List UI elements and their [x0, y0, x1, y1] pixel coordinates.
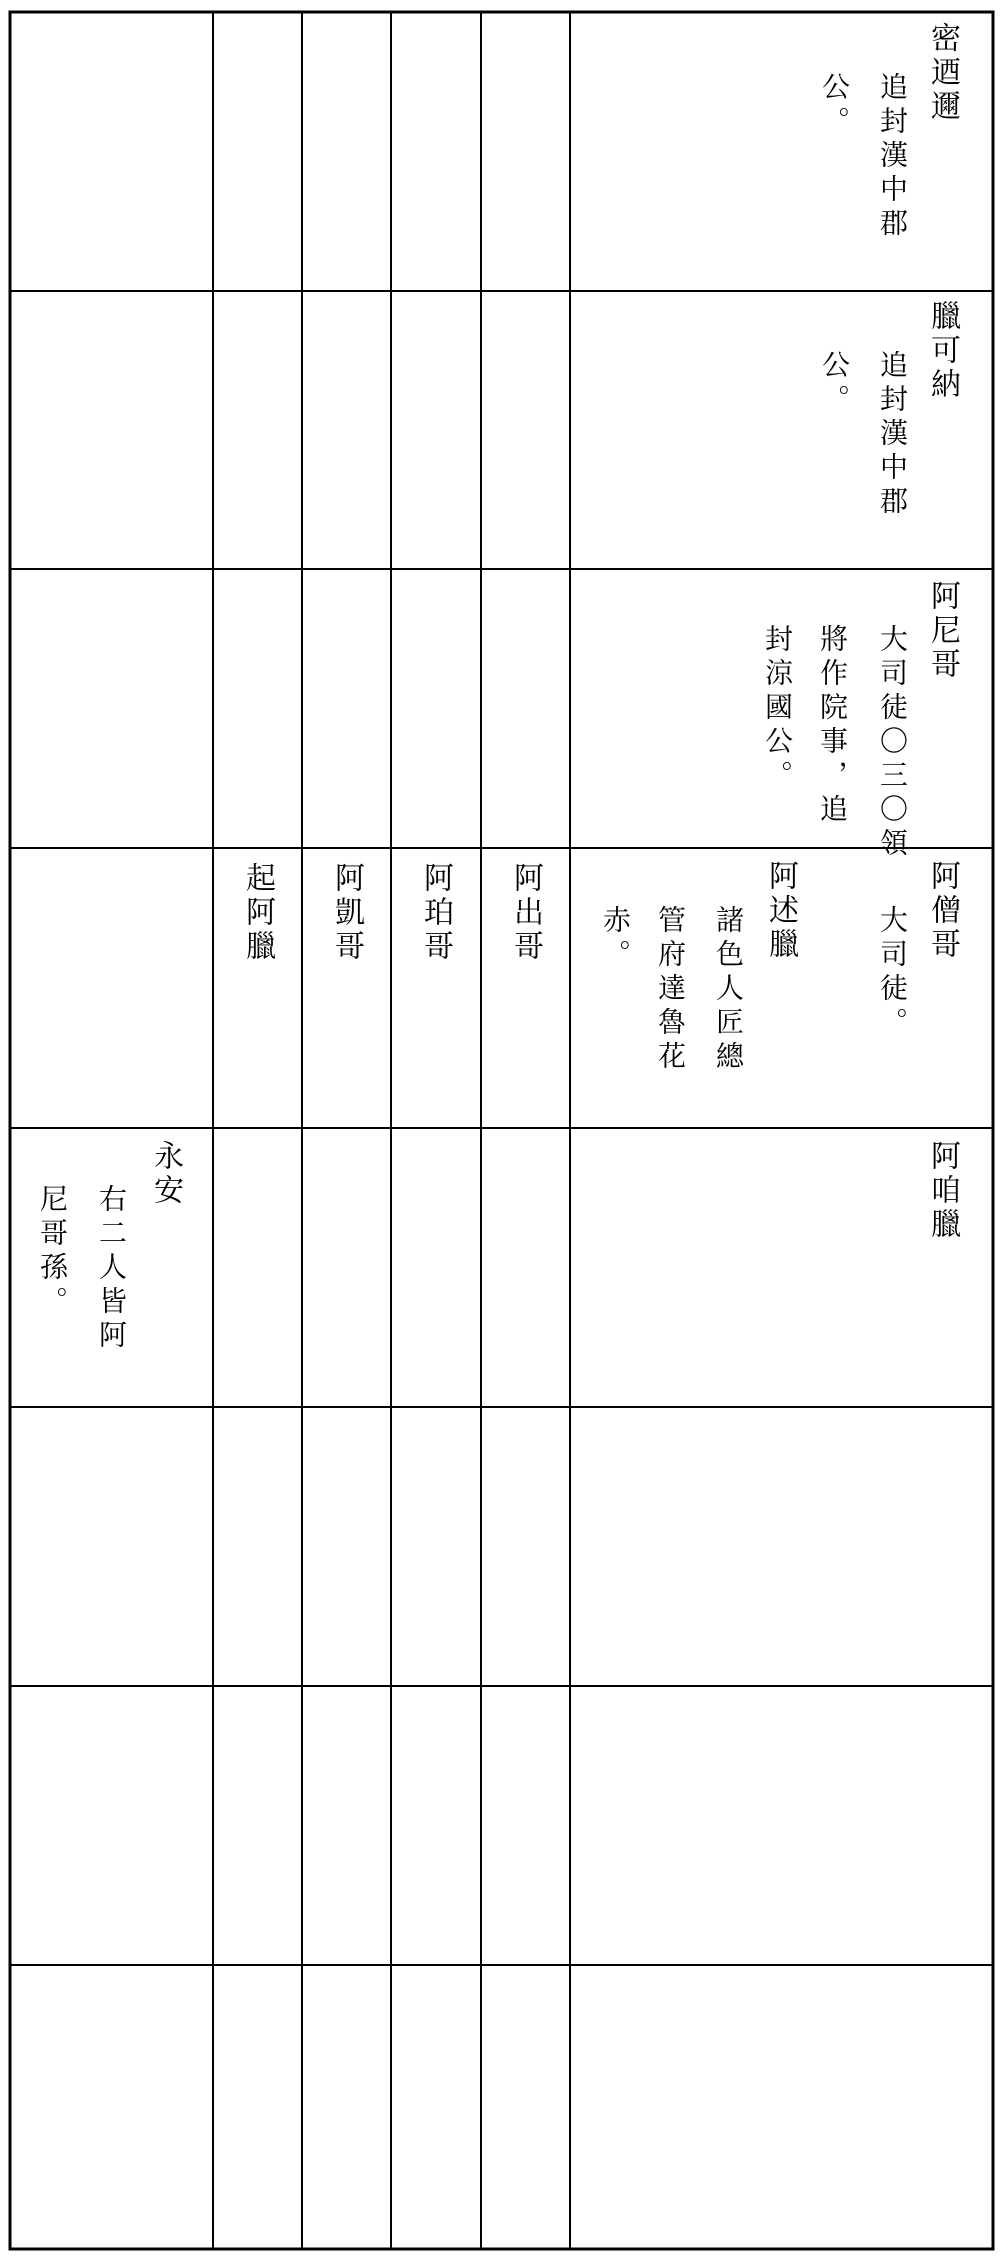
row3-main-note-line3: 封涼國公。	[761, 624, 794, 794]
row4-second-name: 阿述臘	[763, 860, 798, 962]
row1-main-note-line1: 追封漢中郡	[876, 72, 909, 242]
row5-last-name: 永安	[148, 1140, 183, 1208]
row2-main-note-line1: 追封漢中郡	[876, 350, 909, 520]
row2-main-name: 臘可納	[925, 300, 960, 402]
row4-main-note-line1: 大司徒。	[876, 905, 909, 1041]
row4-col5-name: 阿凱哥	[329, 862, 364, 964]
row3-main-name: 阿尼哥	[925, 580, 960, 682]
row5-last-note-line1: 右二人皆阿	[95, 1184, 128, 1354]
row4-col4-name: 阿珀哥	[418, 862, 453, 964]
row4-col6-name: 起阿臘	[240, 862, 275, 964]
row4-second-note-line2: 管府達魯花	[654, 905, 687, 1075]
row1-main-note-line2: 公。	[818, 72, 851, 140]
row2-main-note-line2: 公。	[818, 350, 851, 418]
row4-second-note-line1: 諸色人匠總	[712, 905, 745, 1075]
row1-main-name: 密迺邇	[925, 22, 960, 124]
row4-main-name: 阿僧哥	[925, 860, 960, 962]
row3-main-note-line1: 大司徒〇三〇領	[876, 624, 909, 862]
row5-main-name: 阿咱臘	[925, 1140, 960, 1242]
row4-second-note-line3: 赤。	[599, 905, 632, 973]
row5-last-note-line2: 尼哥孫。	[36, 1184, 69, 1320]
row4-col3-name: 阿出哥	[508, 862, 543, 964]
row3-main-note-line2: 將作院事，追	[816, 624, 849, 828]
